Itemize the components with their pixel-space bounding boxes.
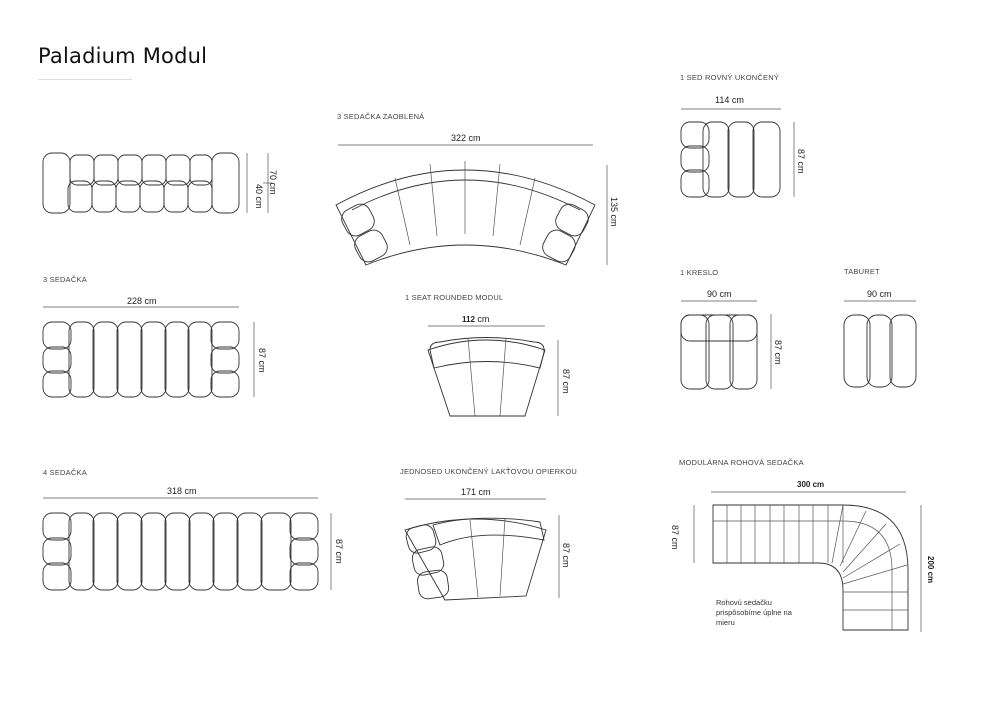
four-seat-sofa-drawing <box>43 498 331 590</box>
curved-sofa-width: 322 cm <box>451 133 481 143</box>
curved-sofa-drawing <box>336 145 607 265</box>
three-seat-width: 228 cm <box>127 296 157 306</box>
three-seat-depth: 87 cm <box>257 348 267 373</box>
arm-ended-width: 171 cm <box>461 487 491 497</box>
ottoman-drawing <box>844 301 916 387</box>
corner-custom-note: Rohovú sedačku prispôsobíme úplne na mieru <box>716 598 792 627</box>
armchair-depth: 87 cm <box>773 340 783 365</box>
armchair-caption: 1 KRESLO <box>680 268 719 277</box>
page-title: Paladium Modul <box>38 44 208 68</box>
side-seat-height-label: 40 cm <box>254 184 264 209</box>
rounded-seat-width-unit: cm <box>477 314 490 324</box>
four-seat-width: 318 cm <box>167 486 197 496</box>
ottoman-width: 90 cm <box>867 289 892 299</box>
three-seat-sofa-drawing <box>43 307 254 397</box>
arm-ended-depth: 87 cm <box>561 543 571 568</box>
ottoman-caption: TABURET <box>844 267 880 276</box>
armchair-drawing <box>681 301 771 389</box>
end-seat-depth: 87 cm <box>796 149 806 174</box>
rounded-seat-drawing <box>428 326 558 416</box>
sofa-front-view-drawing <box>43 153 272 213</box>
rounded-seat-width-number: 112 <box>462 315 475 324</box>
rounded-seat-width <box>462 314 489 324</box>
curved-sofa-depth: 135 cm <box>609 197 619 227</box>
arm-ended-seat-drawing <box>404 499 559 600</box>
end-seat-caption: 1 SED ROVNÝ UKONČENÝ <box>680 73 780 82</box>
corner-depth: 87 cm <box>670 525 680 550</box>
rounded-seat-depth: 87 cm <box>561 369 571 394</box>
corner-width: 300 cm <box>797 480 825 489</box>
curved-sofa-caption: 3 SEDAČKA ZAOBLENÁ <box>337 112 425 121</box>
corner-height: 200 cm <box>926 556 935 584</box>
end-seat-drawing <box>681 109 794 197</box>
armchair-width: 90 cm <box>707 289 732 299</box>
side-height-label: 70 cm <box>268 170 278 195</box>
end-seat-width: 114 cm <box>715 95 744 105</box>
four-seat-caption: 4 SEDAČKA <box>43 468 87 477</box>
arm-ended-caption: JEDNOSED UKONČENÝ LAKŤOVOU OPIERKOU <box>400 467 578 476</box>
corner-caption: MODULÁRNA ROHOVÁ SEDAČKA <box>679 458 804 467</box>
four-seat-depth: 87 cm <box>334 539 344 564</box>
three-seat-caption: 3 SEDAČKA <box>43 275 87 284</box>
rounded-seat-caption: 1 SEAT ROUNDED MODUL <box>405 293 504 302</box>
